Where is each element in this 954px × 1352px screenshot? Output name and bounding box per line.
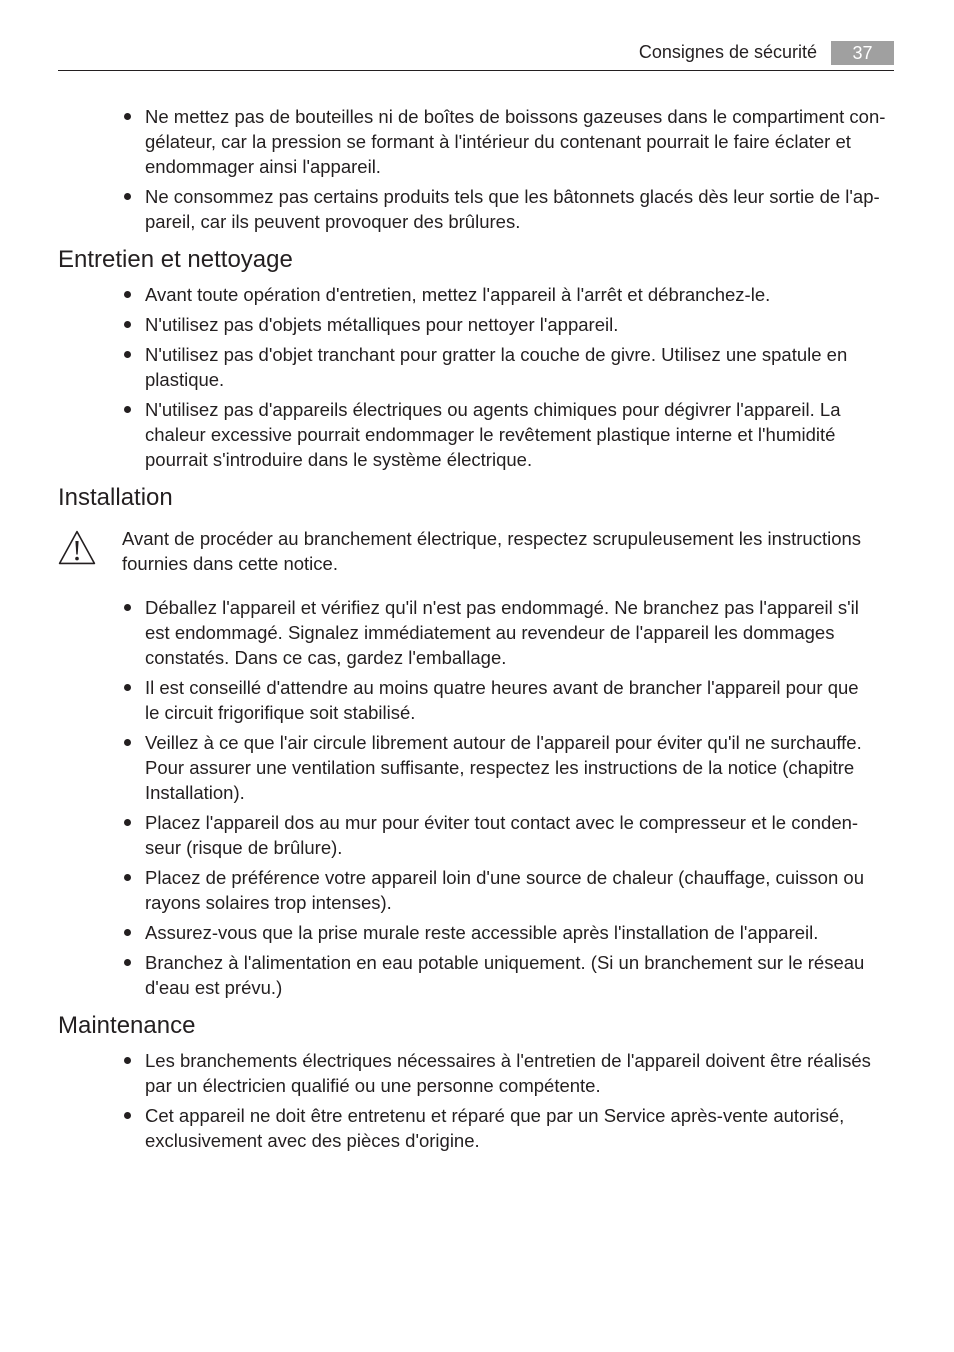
bullet-marker (124, 193, 131, 200)
header-divider (58, 70, 894, 71)
list-item (58, 282, 894, 307)
list-item (58, 104, 894, 179)
text-line: endommager ainsi l'appareil. (145, 156, 381, 177)
list-item (58, 595, 894, 670)
text-line: exclusivement avec des pièces d'origine. (145, 1130, 480, 1151)
bullet-marker (124, 959, 131, 966)
text-line: le circuit frigorifique soit stabilisé. (145, 702, 416, 723)
list-item (58, 865, 894, 915)
section-maintenance (58, 1011, 894, 1153)
text-line: Avant toute opération d'entretien, mettez l'appareil à l'arrêt et débranchez-le. (145, 284, 771, 305)
section-heading: Installation (58, 484, 173, 511)
text-line: Assurez-vous que la prise murale reste accessible après l'installation de l'appareil. (145, 922, 819, 943)
text-line: Ne consommez pas certains produits tels que les bâtonnets glacés dès leur sortie de l'ap- (145, 186, 880, 207)
text-line: Branchez à l'alimentation en eau potable uniquement. (Si un branchement sur le réseau (145, 952, 865, 973)
text-line: par un électricien qualifié ou une personne compétente. (145, 1075, 601, 1096)
text-line: Ne mettez pas de bouteilles ni de boîtes de boissons gazeuses dans le compartiment con- (145, 106, 886, 127)
text-line: Veillez à ce que l'air circule librement autour de l'appareil pour éviter qu'il ne surchauffe. (145, 732, 862, 753)
bullet-marker (124, 113, 131, 120)
text-line: Les branchements électriques nécessaires à l'entretien de l'appareil doivent être réalisés (145, 1050, 871, 1071)
list-item (58, 1048, 894, 1098)
text-line: rayons solaires trop intenses). (145, 892, 392, 913)
bullet-marker (124, 1057, 131, 1064)
warning-notice (58, 526, 894, 576)
bullet-marker (124, 684, 131, 691)
text-line: gélateur, car la pression se formant à l'intérieur du contenant pourrait le faire éclater et (145, 131, 851, 152)
text-line: est endommagé. Signalez immédiatement au revendeur de l'appareil les dommages (145, 622, 835, 643)
section-entretien (58, 245, 894, 472)
bullet-marker (124, 406, 131, 413)
intro-bullet-list (58, 104, 894, 234)
list-item (58, 312, 894, 337)
bullet-marker (124, 321, 131, 328)
text-line: Installation). (145, 782, 245, 803)
list-item (58, 397, 894, 472)
text-line: seur (risque de brûlure). (145, 837, 343, 858)
warning-text-line: fournies dans cette notice. (122, 553, 338, 574)
bullet-marker (124, 604, 131, 611)
warning-text-line: Avant de procéder au branchement électrique, respectez scrupuleusement les instructions (122, 528, 862, 549)
bullet-marker (124, 351, 131, 358)
bullet-list (58, 282, 894, 472)
text-line: Déballez l'appareil et vérifiez qu'il n'est pas endommagé. Ne branchez pas l'appareil s'il (145, 597, 859, 618)
text-line: Cet appareil ne doit être entretenu et réparé que par un Service après-vente autorisé, (145, 1105, 845, 1126)
section-installation (58, 483, 894, 1000)
bullet-marker (124, 874, 131, 881)
page-number-badge: 37 (831, 41, 894, 65)
text-line: d'eau est prévu.) (145, 977, 283, 998)
list-item (58, 730, 894, 805)
list-item (58, 810, 894, 860)
text-line: Pour assurer une ventilation suffisante, respectez les instructions de la notice (chapitre (145, 757, 855, 778)
page-content (58, 104, 894, 1153)
bullet-list (58, 595, 894, 1000)
text-line: plastique. (145, 369, 225, 390)
list-item (58, 342, 894, 392)
running-header-title: Consignes de sécurité (638, 42, 817, 62)
bullet-marker (124, 739, 131, 746)
text-line: N'utilisez pas d'objets métalliques pour nettoyer l'appareil. (145, 314, 619, 335)
text-line: Placez l'appareil dos au mur pour éviter tout contact avec le compresseur et le conden- (145, 812, 859, 833)
list-item (58, 184, 894, 234)
section-heading: Entretien et nettoyage (58, 246, 293, 273)
text-line: pareil, car ils peuvent provoquer des brûlures. (145, 211, 521, 232)
text-line: N'utilisez pas d'appareils électriques ou agents chimiques pour dégivrer l'appareil. La (145, 399, 841, 420)
text-line: pourrait s'introduire dans le système électrique. (145, 449, 533, 470)
bullet-marker (124, 929, 131, 936)
list-item (58, 920, 894, 945)
bullet-marker (124, 291, 131, 298)
list-item (58, 1103, 894, 1153)
bullet-marker (124, 819, 131, 826)
text-line: N'utilisez pas d'objet tranchant pour gratter la couche de givre. Utilisez une spatule en (145, 344, 848, 365)
list-item (58, 675, 894, 725)
warning-triangle-icon (58, 530, 96, 565)
text-line: constatés. Dans ce cas, gardez l'emballage. (145, 647, 507, 668)
section-heading: Maintenance (58, 1012, 196, 1039)
text-line: Il est conseillé d'attendre au moins quatre heures avant de brancher l'appareil pour que (145, 677, 859, 698)
text-line: Placez de préférence votre appareil loin d'une source de chaleur (chauffage, cuisson ou (145, 867, 864, 888)
bullet-list (58, 1048, 894, 1153)
list-item (58, 950, 894, 1000)
text-line: chaleur excessive pourrait endommager le revêtement plastique interne et l'humidité (145, 424, 836, 445)
bullet-marker (124, 1112, 131, 1119)
